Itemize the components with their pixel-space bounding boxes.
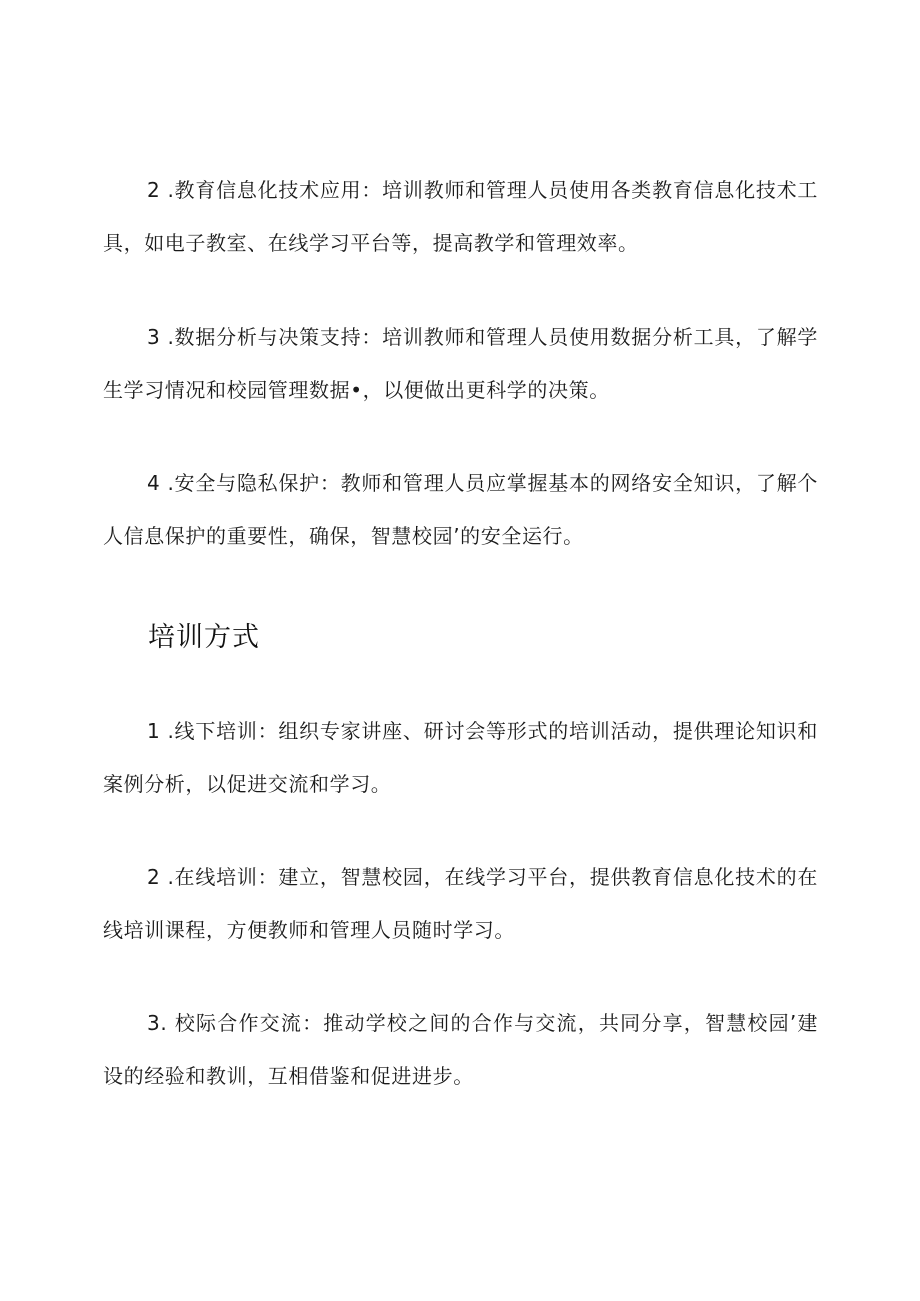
method-item-2: 2 .在线培训：建立，智慧校园，在线学习平台，提供教育信息化技术的在线培训课程，方便教师和管理人员随时学习。 — [103, 865, 818, 942]
method-item-1: 1 .线下培训：组织专家讲座、研讨会等形式的培训活动，提供理论知识和案例分析，以促进交流和学习。 — [103, 719, 818, 796]
section-heading-training-methods: 培训方式 — [148, 622, 260, 653]
paragraph-item-4: 4 .安全与隐私保护：教师和管理人员应掌握基本的网络安全知识，了解个人信息保护的重要性，确保，智慧校园’的安全运行。 — [103, 471, 818, 548]
method-item-3: 3. 校际合作交流：推动学校之间的合作与交流，共同分享，智慧校园’建设的经验和教训，互相借鉴和促进进步。 — [103, 1011, 818, 1088]
paragraph-item-2: 2 .教育信息化技术应用：培训教师和管理人员使用各类教育信息化技术工具，如电子教室、在线学习平台等，提高教学和管理效率。 — [103, 178, 818, 255]
paragraph-item-3: 3 .数据分析与决策支持：培训教师和管理人员使用数据分析工具，了解学生学习情况和校园管理数据•，以便做出更科学的决策。 — [103, 325, 818, 402]
